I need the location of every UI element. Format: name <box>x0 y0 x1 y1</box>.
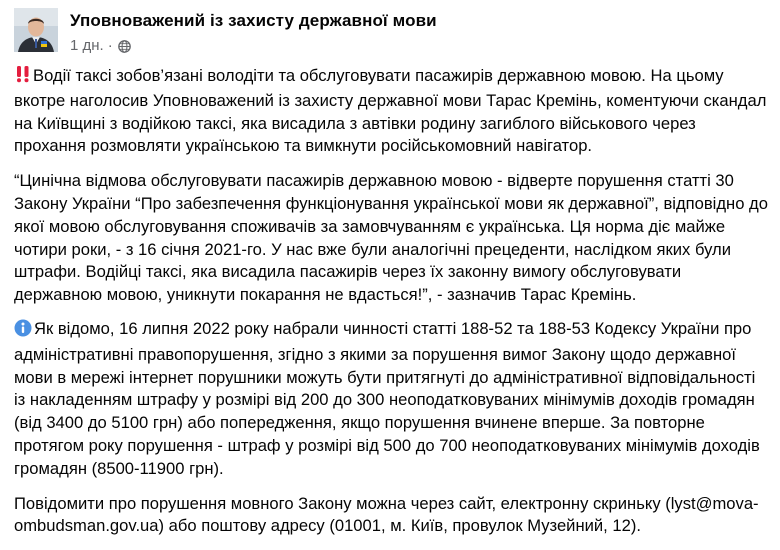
avatar[interactable] <box>14 8 58 52</box>
post-body <box>14 65 770 550</box>
paragraph-4-text: Повідомити про порушення мовного Закону можна через сайт, електронну скриньку (lyst@mova-ombudsman.gov.ua) або поштову адресу (01001, м. Київ, провулок Музейний, 12). <box>14 493 759 536</box>
post-paragraph-4 <box>14 493 770 539</box>
post-header <box>14 8 437 64</box>
post-paragraph-1 <box>14 65 770 158</box>
post-paragraph-3 <box>14 318 770 481</box>
post-timestamp[interactable]: 1 дн. <box>70 37 104 54</box>
post-subline <box>70 37 437 55</box>
paragraph-1-text: Водії таксі зобов’язані володіти та обслуговувати пасажирів державною мовою. На цьому вкотре наголосив Уповноважений із захисту державної мови Тарас Кремінь, коментуючи скандал на Київщині з водійкою таксі, яка висадила з автівки родину загиблого військового через прохання розмовляти українською та вимкнути російськомовний навігатор. <box>14 66 767 156</box>
paragraph-2-text: “Цинічна відмова обслуговувати пасажирів державною мовою - відверте порушення статті 30 Закону України “Про забезпечення функціонування української мови як державної”, відповідно до якої мовою обслуговування споживачів за замовчуванням є українська. Ця норма діє майже чотири роки, - з 16 січня 2021-го. У нас вже були аналогічні прецеденти, наслідком яких були штрафи. Водійці таксі, яка висадила пасажирів через їх законну вимогу обслуговувати державною мовою, уникнути покарання не вдасться!”, - зазначив Тарас Кремінь. <box>14 171 768 305</box>
page-name-link[interactable]: Уповноважений із захисту державної мови <box>70 11 437 30</box>
double-exclamation-icon <box>14 65 32 90</box>
post-paragraph-2 <box>14 170 770 307</box>
separator-dot: · <box>107 37 113 54</box>
info-icon <box>14 319 32 344</box>
post-meta <box>70 10 437 55</box>
avatar-portrait-icon <box>14 8 58 52</box>
globe-icon[interactable] <box>118 40 131 53</box>
paragraph-3-text: Як відомо, 16 липня 2022 року набрали чинності статті 188-52 та 188-53 Кодексу України про адміністративні правопорушення, згідно з якими за порушення вимог Закону щодо державної мови в мережі інтернет порушники можуть бути притягнуті до адміністративної відповідальності із накладенням штрафу у розмірі від 200 до 300 неоподатковуваних мінімумів доходів громадян (від 3400 до 5100 грн) або попередження, якщо порушення вчинене вперше. За повторне протягом року порушення - штраф у розмірі від 500 до 700 неоподатковуваних мінімумів доходів громадян (8500-11900 грн). <box>14 318 760 478</box>
